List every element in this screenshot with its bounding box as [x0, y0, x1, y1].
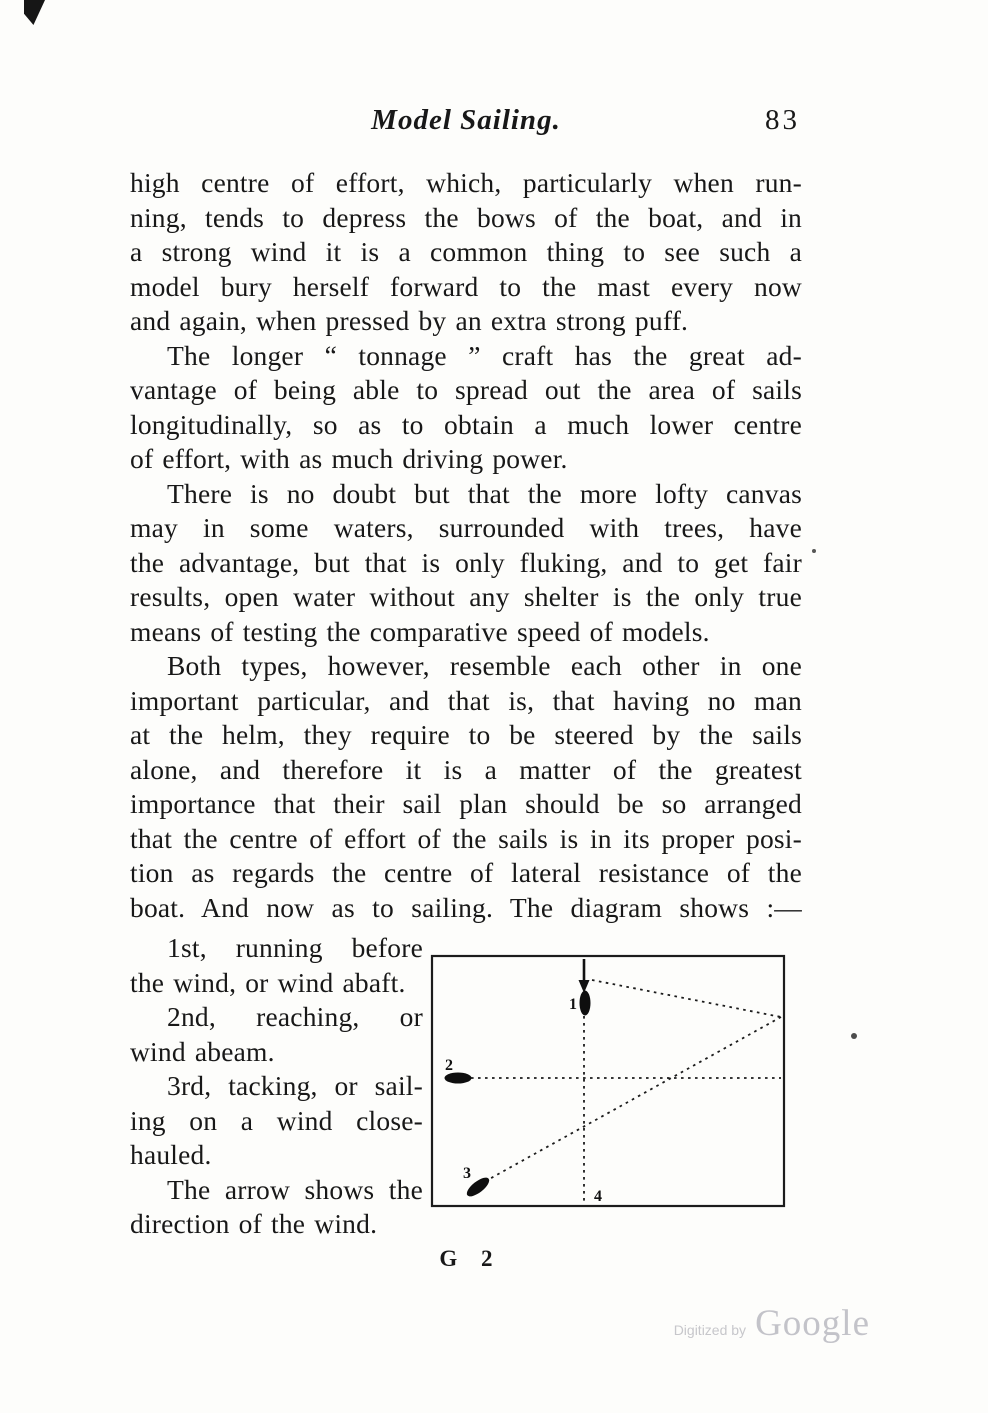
text-line: the advantage, but that is only fluking, and to get fair	[130, 546, 802, 578]
diagram-label-1: 1	[569, 996, 577, 1013]
boat-1-running	[580, 991, 591, 1016]
text-line: ning, tends to depress the bows of the boat, and in	[130, 201, 802, 233]
text-line: ing on a wind close-	[130, 1104, 423, 1136]
list-item	[130, 931, 423, 1000]
text-line: model bury herself forward to the mast every now	[130, 270, 802, 302]
paragraph	[130, 339, 802, 477]
list-item	[130, 1069, 423, 1173]
text-line: The longer “ tonnage ” craft has the great ad-	[167, 339, 802, 371]
paragraph	[130, 477, 802, 650]
text-line: There is no doubt but that the more lofty canvas	[167, 477, 802, 509]
running-title: Model Sailing.	[371, 104, 561, 136]
scan-artifact-dot	[812, 549, 816, 553]
scan-artifact-wedge	[24, 0, 45, 25]
text-line: 2nd, reaching, or	[167, 1001, 423, 1032]
text-line: may in some waters, surrounded with trees, have	[130, 512, 802, 543]
text-line: that the centre of effort of the sails is in its proper posi-	[130, 822, 802, 854]
sailing-points-list	[130, 931, 423, 1242]
diagram-label-3: 3	[463, 1165, 471, 1182]
boat-2-reaching	[445, 1073, 472, 1084]
text-line: alone, and therefore it is a matter of the greatest	[130, 753, 802, 785]
text-line: boat. And now as to sailing. The diagram shows :—	[130, 891, 802, 923]
course-line-tacking	[484, 1017, 781, 1182]
google-logo: Google	[755, 1303, 870, 1344]
text-line: at the helm, they require to be steered by the sails	[130, 719, 802, 750]
text-line: The arrow shows the	[167, 1173, 423, 1205]
text-line: means of testing the comparative speed of models.	[130, 615, 710, 647]
list-item	[130, 1000, 423, 1069]
paragraph	[130, 166, 802, 339]
text-line: the wind, or wind abaft.	[130, 966, 406, 998]
text-line: wind abeam.	[130, 1035, 275, 1067]
paragraph	[130, 649, 802, 925]
text-line: important particular, and that is, that having no man	[130, 684, 802, 716]
sailing-diagram	[429, 946, 791, 1214]
body-text	[130, 166, 802, 925]
printers-signature: G 2	[439, 1246, 493, 1271]
watermark-prefix: Digitized by	[673, 1322, 747, 1338]
text-line: longitudinally, so as to obtain a much lower centre	[130, 408, 802, 440]
diagram-border	[432, 956, 784, 1206]
list-item	[130, 1173, 423, 1242]
text-line: hauled.	[130, 1139, 212, 1170]
text-line: tion as regards the centre of lateral resistance of the	[130, 857, 802, 888]
course-line-upper-diagonal	[592, 980, 781, 1017]
scan-artifact-dot	[851, 1033, 857, 1039]
text-line: direction of the wind.	[130, 1208, 378, 1239]
text-line: of effort, with as much driving power.	[130, 443, 568, 474]
text-line: 1st, running before	[167, 932, 423, 963]
text-line: a strong wind it is a common thing to see such a	[130, 236, 802, 267]
diagram-label-4: 4	[594, 1188, 602, 1205]
text-line: 3rd, tacking, or sail-	[167, 1070, 423, 1101]
page-number: 83	[765, 104, 800, 136]
watermark	[674, 1302, 870, 1345]
text-line: Both types, however, resemble each other in one	[167, 650, 802, 681]
text-line: importance that their sail plan should be so arranged	[130, 788, 802, 819]
diagram-label-2: 2	[445, 1057, 453, 1074]
text-line: high centre of effort, which, particularly when run-	[130, 167, 802, 198]
text-line: vantage of being able to spread out the area of sails	[130, 374, 802, 405]
text-line: results, open water without any shelter is the only true	[130, 581, 802, 612]
page-header	[130, 104, 802, 148]
text-line: and again, when pressed by an extra strong puff.	[130, 305, 689, 336]
